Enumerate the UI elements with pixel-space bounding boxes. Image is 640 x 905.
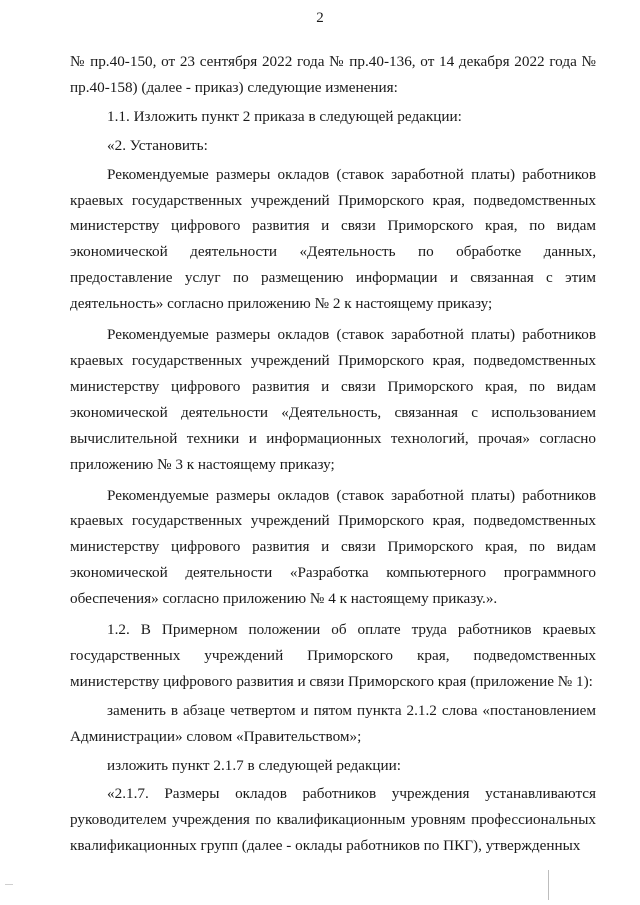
- scan-edge-tick: [5, 884, 13, 885]
- paragraph-salary-appendix-4: Рекомендуемые размеры окладов (ставок заработной платы) работников краевых государственных учреждений Приморского края, подведомственных министерству цифрового развития и связи Приморского края, по видам экономической деятельности «Разработка компьютерного программного обеспечения» согласно приложению № 4 к настоящему приказу.».: [70, 486, 596, 608]
- paragraph-continuation: № пр.40-150, от 23 сентября 2022 года № пр.40-136, от 14 декабря 2022 года № пр.40-158) (далее - приказ) следующие изменения:: [70, 53, 596, 96]
- paragraph-establish: «2. Установить:: [107, 136, 208, 154]
- paragraph-restate-2-1-7: изложить пункт 2.1.7 в следующей редакции:: [107, 756, 401, 774]
- page-number: 2: [316, 10, 324, 26]
- paragraph-item-1-1: 1.1. Изложить пункт 2 приказа в следующей редакции:: [107, 107, 462, 125]
- scan-edge-mark: [548, 870, 549, 900]
- paragraph-salary-appendix-2: Рекомендуемые размеры окладов (ставок заработной платы) работников краевых государственных учреждений Приморского края, подведомственных министерству цифрового развития и связи Приморского края, по видам экономической деятельности «Деятельность по обработке данных, предоставление услуг по размещению информации и связанная с этим деятельность» согласно приложению № 2 к настоящему приказу;: [70, 165, 596, 313]
- document-body: [70, 49, 596, 859]
- paragraph-item-2-1-7: «2.1.7. Размеры окладов работников учреждения устанавливаются руководителем учреждения по квалификационным уровням профессиональных квалификационных групп (далее - оклады работников по ПКГ), утвержденных: [70, 785, 596, 855]
- paragraph-salary-appendix-3: Рекомендуемые размеры окладов (ставок заработной платы) работников краевых государственных учреждений Приморского края, подведомственных министерству цифрового развития и связи Приморского края, по видам экономической деятельности «Деятельность, связанная с использованием вычислительной техники и информационных технологий, прочая» согласно приложению № 3 к настоящему приказу;: [70, 326, 596, 473]
- paragraph-item-1-2: 1.2. В Примерном положении об оплате труда работников краевых государственных учреждений Приморского края, подведомственных министерству цифрового развития и связи Приморского края (приложение № 1):: [70, 621, 596, 690]
- paragraph-replace-words: заменить в абзаце четвертом и пятом пункта 2.1.2 слова «постановлением Администрации» словом «Правительством»;: [70, 701, 596, 745]
